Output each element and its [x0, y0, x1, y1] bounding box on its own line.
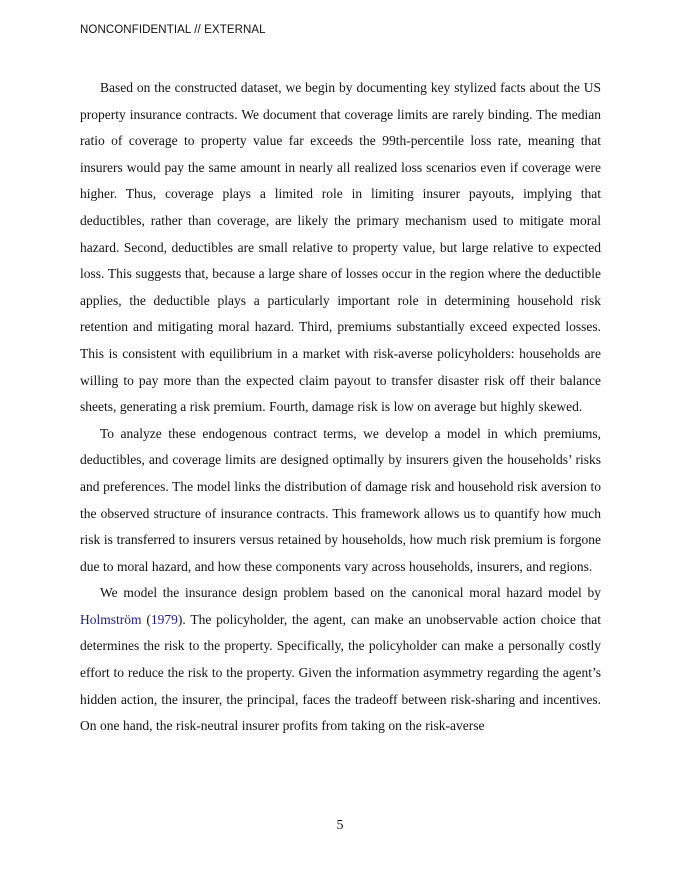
paragraph-moral-hazard-model [80, 580, 601, 740]
paragraph-model-overview: To analyze these endogenous contract terms, we develop a model in which premiums, deductibles, and coverage limits are designed optimally by insurers given the households’ risks and preferences. The model links the distribution of damage risk and household risk aversion to the observed structure of insurance contracts. This framework allows us to quantify how much risk is transferred to insurers versus retained by households, how much risk premium is forgone due to moral hazard, and how these components vary across households, insurers, and regions. [80, 425, 601, 574]
page-number: 5 [336, 818, 344, 833]
citation-open-paren: ( [141, 611, 151, 627]
citation-year-link[interactable]: 1979 [150, 611, 178, 627]
citation-close-paren: ) [177, 611, 183, 627]
page-header-label: NONCONFIDENTIAL // EXTERNAL [80, 24, 266, 36]
citation-author-link[interactable]: Holmström [80, 611, 142, 627]
body-text [80, 75, 601, 740]
paragraph-text-before-citation: We model the insurance design problem based on the canonical moral hazard model by [100, 585, 601, 601]
paragraph-text-after-citation: . The policyholder, the agent, can make an unobservable action choice that determines the risk to the property. Specifically, the policyholder can make a personally costly effort to reduce the risk to the property. Given the information asymmetry regarding the agent’s hidden action, the insurer, the principal, faces the tradeoff between risk-sharing and incentives. On one hand, the risk-neutral insurer profits from taking on the risk-averse [80, 611, 601, 734]
paragraph-stylized-facts: Based on the constructed dataset, we begin by documenting key stylized facts about the US property insurance contracts. We document that coverage limits are rarely binding. The median ratio of coverage to property value far exceeds the 99th-percentile loss rate, meaning that insurers would pay the same amount in nearly all realized loss scenarios even if coverage were higher. Thus, coverage plays a limited role in limiting insurer payouts, implying that deductibles, rather than coverage, are likely the primary mechanism used to mitigate moral hazard. Second, deductibles are small relative to property value, but large relative to expected loss. This suggests that, because a large share of losses occur in the region where the deductible applies, the deductible plays a particularly important role in determining household risk retention and mitigating moral hazard. Third, premiums substantially exceed expected losses. This is consistent with equilibrium in a market with risk-averse policyholders: households are willing to pay more than the expected claim payout to transfer disaster risk off their balance sheets, generating a risk premium. Fourth, damage risk is low on average but highly skewed. [80, 80, 601, 415]
